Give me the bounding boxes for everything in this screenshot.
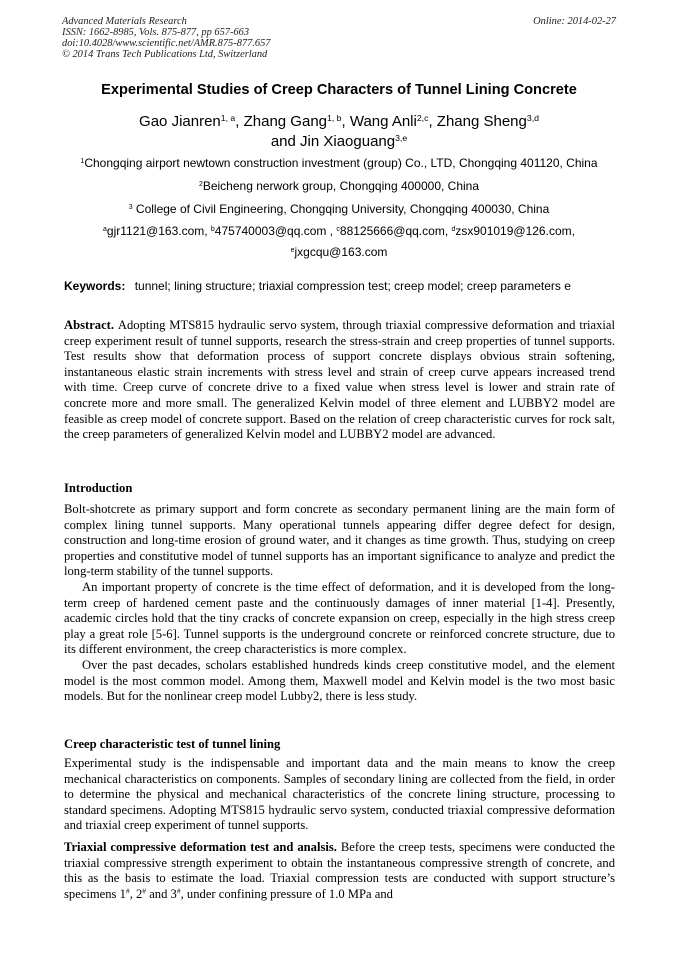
keywords-label: Keywords: (64, 279, 126, 293)
copyright-line: © 2014 Trans Tech Publications Ltd, Switzerland (62, 49, 268, 60)
email-link[interactable]: jxgcqu@163.com (294, 245, 388, 259)
email-link[interactable]: 475740003@qq.com , (214, 224, 337, 238)
paragraph: Bolt-shotcrete as primary support and form concrete as secondary permanent lining are the main form of complex lining tunnel supports. Many operational tunnels appearing differ degree defect for design, construction and long-time erosion of ground water, and it changes as time growth. Thus, studying on creep properties and constitutive model of tunnel supports has an important significance to analyze and predict the long-term stability of the tunnel supports. (64, 502, 615, 579)
email-link[interactable]: 88125666@qq.com, (339, 224, 452, 238)
keywords-text: tunnel; lining structure; triaxial compression test; creep model; creep parameters e (134, 279, 571, 293)
email-link[interactable]: gjr1121@163.com, (106, 224, 211, 238)
paragraph: Over the past decades, scholars established hundreds kinds creep constitutive model, and the element model is the most common model. Among them, Maxwell model and Kelvin model is the two most basic models. But for the nonlinear creep model Lubby2, there is less study. (64, 657, 615, 704)
paragraph: Triaxial compressive deformation test and analsis. Before the creep tests, specimens were conducted the triaxial compressive strength experiment to obtain the instantaneous compressive strength of concrete, and this as the basis to estimate the load. Triaxial compression tests are conducted with support structure’s specimens 1#, 2# and 3#, under confining pressure of 1.0 MPa and (64, 839, 616, 901)
author-sup: 1, b (327, 113, 342, 124)
email-link[interactable]: zsx901019@126.com, (455, 224, 575, 238)
affiliation-2: $^2$Beicheng nerwork group, Chongqing 400000, China (198, 179, 480, 193)
author-name: Zhang Sheng (436, 113, 527, 130)
journal-name: Advanced Materials Research (62, 16, 187, 27)
abstract (64, 318, 615, 443)
author-name: Zhang Gang (243, 113, 328, 130)
author-sup: 2,c (416, 113, 429, 124)
online-date: Online: 2014-02-27 (533, 16, 616, 27)
author-sup: 3,e (395, 133, 408, 144)
introduction-heading: Introduction (64, 481, 133, 495)
paragraph: Experimental study is the indispensable and important data and the main means to know the creep mechanical characteristics on components. Samples of secondary lining are collected from the field, in order to determine the physical and mechanical characteristics of the concrete lining structure, processing to standard specimens. Adopting MTS815 hydraulic servo system, conducted triaxial compressive deformation and triaxial creep experiment of tunnel supports. (64, 756, 615, 833)
abstract-text: Adopting MTS815 hydraulic servo system, through triaxial compressive deformation and triaxial creep experiment result of tunnel supports, research the stress-strain and creep properties of tunnel supports. Test results show that deformation process of support concrete displays obvious strain softening, instantaneous elastic strain increments with stress level and strain of creep curve appears increased trend with time. Creep curve of concrete drive to a fixed value when stress level is lower and strain rate of concrete more and more small. The generalized Kelvin model of three element and LUBBY2 model are feasible as creep model of concrete support. Based on the relation of creep characteristic curves for rock salt, the creep parameters of generalized Kelvin model and LUBBY2 model are advanced. (64, 318, 615, 442)
issn-line: ISSN: 1662-8985, Vols. 875-877, pp 657-663 (62, 27, 250, 38)
email-list: $^a$gjr1121@163.com, $^b$475740003@qq.com , $^c$88125666@qq.com, $^d$zsx901019@126.com, (103, 224, 575, 238)
paper-title: Experimental Studies of Creep Characters of Tunnel Lining Concrete (101, 82, 577, 98)
creep-section-heading: Creep characteristic test of tunnel lining (64, 737, 281, 751)
author-name: Gao Jianren (139, 113, 221, 130)
affiliation-1: $^1$Chongqing airport newtown construction investment (group) Co., LTD, Chongqing 401120, China (80, 156, 598, 170)
author-sup: 1, a (220, 113, 236, 124)
author-name: Wang Anli (349, 113, 417, 130)
email-list-2: $^e$jxgcqu@163.com (290, 245, 388, 259)
subsection-label: Triaxial compressive deformation test and analsis. (64, 839, 337, 854)
journal-header (62, 16, 270, 60)
author-name: Jin Xiaoguang (300, 133, 396, 150)
keywords (64, 279, 571, 294)
doi-line: doi:10.4028/www.scientific.net/AMR.875-877.657 (62, 38, 271, 49)
author-sup: 3,d (526, 113, 539, 124)
creep-section-body (64, 756, 615, 902)
paragraph: An important property of concrete is the time effect of deformation, and it is developed from the long-term creep of hardened cement paste and the continuously damages of inner material [1-4]. Presently, academic circles hold that the tiny cracks of concrete expansion on creep, especially in the high stress creep play a great role [5-6]. Tunnel supports is the underground concrete or reinforced concrete structure, due to its different environment, the creep characteristics is more complex. (64, 579, 615, 657)
introduction-body (64, 502, 615, 705)
affiliation-3: $^3$ College of Civil Engineering, Chongqing University, Chongqing 400030, China (128, 202, 550, 216)
abstract-label: Abstract. (64, 318, 115, 332)
author-list: Gao Jianren$^{1, a}$, Zhang Gang$^{1, b}$, Wang Anli$^{2,c}$, Zhang Sheng$^{3,d}$ and Jin Xiaoguang$^{3,e}$ (139, 113, 539, 150)
